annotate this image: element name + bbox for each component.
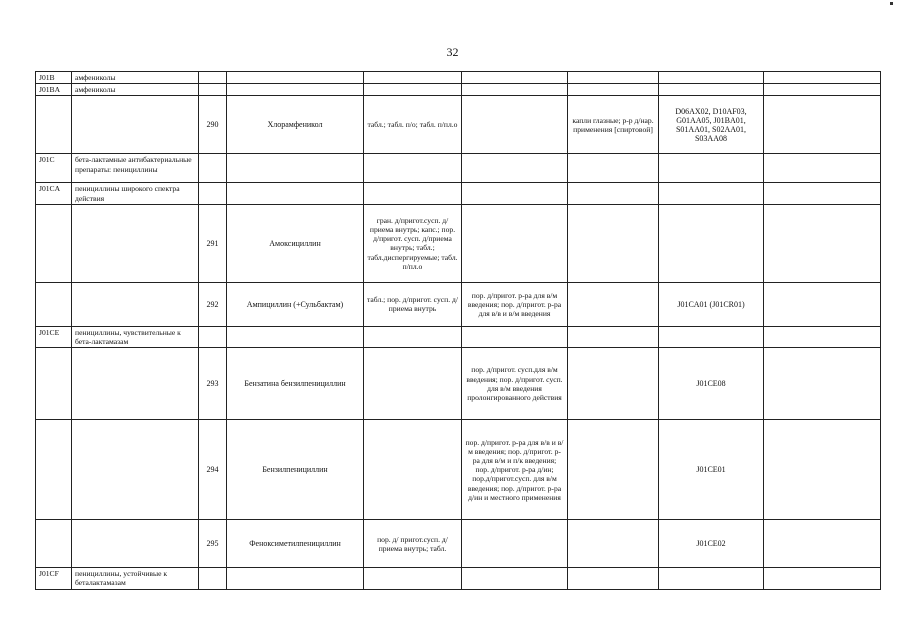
- empty-cell: [199, 84, 227, 96]
- empty-cell: [764, 96, 881, 154]
- table-row: [36, 72, 881, 84]
- table-row: [36, 568, 881, 589]
- atc-group-code: J01CF: [36, 568, 72, 589]
- oral-forms: табл.; табл. п/о; табл. п/пл.о: [364, 96, 462, 154]
- empty-cell: [764, 568, 881, 589]
- empty-cell: [462, 183, 568, 204]
- empty-cell: [199, 183, 227, 204]
- atc-codes: J01CE02: [659, 520, 764, 568]
- item-number: 291: [199, 204, 227, 282]
- empty-cell: [659, 72, 764, 84]
- empty-cell: [462, 72, 568, 84]
- page-number: 32: [446, 45, 459, 59]
- atc-group-code: J01C: [36, 154, 72, 183]
- empty-cell: [199, 154, 227, 183]
- empty-cell: [199, 326, 227, 347]
- empty-cell: [462, 84, 568, 96]
- table-row: [36, 204, 881, 282]
- empty-cell: [227, 84, 364, 96]
- drug-name: Амоксициллин: [227, 204, 364, 282]
- table-row: [36, 520, 881, 568]
- table-row: [36, 282, 881, 326]
- scan-dot: [890, 2, 893, 5]
- empty-cell: [72, 520, 199, 568]
- item-number: 295: [199, 520, 227, 568]
- atc-group-code: J01CA: [36, 183, 72, 204]
- drug-name: Ампициллин (+Сульбактам): [227, 282, 364, 326]
- empty-cell: [659, 326, 764, 347]
- empty-cell: [36, 282, 72, 326]
- empty-cell: [364, 72, 462, 84]
- group-name: пенициллины, чувствительные к бета-лактамазам: [72, 326, 199, 347]
- atc-group-code: J01B: [36, 72, 72, 84]
- oral-forms: [364, 348, 462, 420]
- empty-cell: [364, 568, 462, 589]
- item-number: 294: [199, 420, 227, 520]
- empty-cell: [72, 348, 199, 420]
- injection-forms: пор. д/пригот. р-ра для в/в и в/м введения; пор. д/пригот. р-ра для в/м и п/к введения; пор. д/пригот. р-ра д/ин; пор.д/пригот.сусп. для в/м введения; пор. д/пригот. р-ра д/ин и местного применения: [462, 420, 568, 520]
- empty-cell: [199, 568, 227, 589]
- group-name: амфениколы: [72, 72, 199, 84]
- atc-codes: J01CE08: [659, 348, 764, 420]
- drug-name: Бензатина бензилпенициллин: [227, 348, 364, 420]
- table-row: [36, 183, 881, 204]
- other-forms: [568, 520, 659, 568]
- empty-cell: [462, 326, 568, 347]
- empty-cell: [72, 204, 199, 282]
- empty-cell: [764, 84, 881, 96]
- group-name: пенициллины широкого спектра действия: [72, 183, 199, 204]
- empty-cell: [568, 326, 659, 347]
- empty-cell: [568, 154, 659, 183]
- group-name: бета-лактамные антибактериальные препараты: пенициллины: [72, 154, 199, 183]
- empty-cell: [764, 282, 881, 326]
- table-row: [36, 348, 881, 420]
- injection-forms: пор. д/пригот. р-ра для в/м введения; пор. д/пригот. р-ра для в/в и в/м введения: [462, 282, 568, 326]
- other-forms: [568, 420, 659, 520]
- empty-cell: [568, 72, 659, 84]
- group-name: амфениколы: [72, 84, 199, 96]
- empty-cell: [72, 282, 199, 326]
- empty-cell: [227, 183, 364, 204]
- table-row: [36, 96, 881, 154]
- other-forms: капли глазные; р-р д/нар. применения [спиртовой]: [568, 96, 659, 154]
- table-row: [36, 154, 881, 183]
- atc-group-code: J01BA: [36, 84, 72, 96]
- empty-cell: [36, 96, 72, 154]
- empty-cell: [764, 520, 881, 568]
- empty-cell: [462, 154, 568, 183]
- item-number: 290: [199, 96, 227, 154]
- oral-forms: пор. д/ пригот.сусп. д/приема внутрь; табл.: [364, 520, 462, 568]
- atc-group-code: J01CE: [36, 326, 72, 347]
- empty-cell: [199, 72, 227, 84]
- table-row: [36, 420, 881, 520]
- empty-cell: [764, 326, 881, 347]
- drug-name: Феноксиметилпенициллин: [227, 520, 364, 568]
- empty-cell: [568, 568, 659, 589]
- empty-cell: [764, 204, 881, 282]
- other-forms: [568, 204, 659, 282]
- empty-cell: [72, 96, 199, 154]
- empty-cell: [364, 326, 462, 347]
- empty-cell: [227, 326, 364, 347]
- other-forms: [568, 282, 659, 326]
- empty-cell: [364, 84, 462, 96]
- empty-cell: [364, 154, 462, 183]
- injection-forms: [462, 520, 568, 568]
- empty-cell: [568, 84, 659, 96]
- atc-codes: J01CE01: [659, 420, 764, 520]
- oral-forms: [364, 420, 462, 520]
- atc-codes: D06AX02, D10AF03, G01AA05, J01BA01, S01AA01, S02AA01, S03AA08: [659, 96, 764, 154]
- atc-codes: J01CA01 (J01CR01): [659, 282, 764, 326]
- table-row: [36, 84, 881, 96]
- empty-cell: [764, 420, 881, 520]
- empty-cell: [659, 183, 764, 204]
- empty-cell: [659, 154, 764, 183]
- empty-cell: [764, 154, 881, 183]
- other-forms: [568, 348, 659, 420]
- oral-forms: табл.; пор. д/пригот. сусп. д/приема внутрь: [364, 282, 462, 326]
- empty-cell: [227, 568, 364, 589]
- drug-name: Хлорамфеникол: [227, 96, 364, 154]
- empty-cell: [764, 72, 881, 84]
- empty-cell: [36, 520, 72, 568]
- empty-cell: [568, 183, 659, 204]
- empty-cell: [659, 568, 764, 589]
- atc-codes: [659, 204, 764, 282]
- item-number: 292: [199, 282, 227, 326]
- empty-cell: [659, 84, 764, 96]
- oral-forms: гран. д/пригот.сусп. д/приема внутрь; капс.; пор. д/пригот. сусп. д/приема внутрь; табл.; табл.диспергируемые; табл. п/пл.о: [364, 204, 462, 282]
- empty-cell: [36, 420, 72, 520]
- empty-cell: [764, 348, 881, 420]
- group-name: пенициллины, устойчивые к беталактамазам: [72, 568, 199, 589]
- empty-cell: [227, 154, 364, 183]
- empty-cell: [36, 204, 72, 282]
- empty-cell: [364, 183, 462, 204]
- medicines-table: [35, 71, 881, 590]
- empty-cell: [36, 348, 72, 420]
- empty-cell: [227, 72, 364, 84]
- drug-name: Бензилпенициллин: [227, 420, 364, 520]
- empty-cell: [764, 183, 881, 204]
- empty-cell: [72, 420, 199, 520]
- table-row: [36, 326, 881, 347]
- empty-cell: [462, 568, 568, 589]
- injection-forms: [462, 96, 568, 154]
- injection-forms: пор. д/пригот. сусп.для в/м введения; пор. д/пригот. сусп. для в/м введения пролонгированного действия: [462, 348, 568, 420]
- injection-forms: [462, 204, 568, 282]
- item-number: 293: [199, 348, 227, 420]
